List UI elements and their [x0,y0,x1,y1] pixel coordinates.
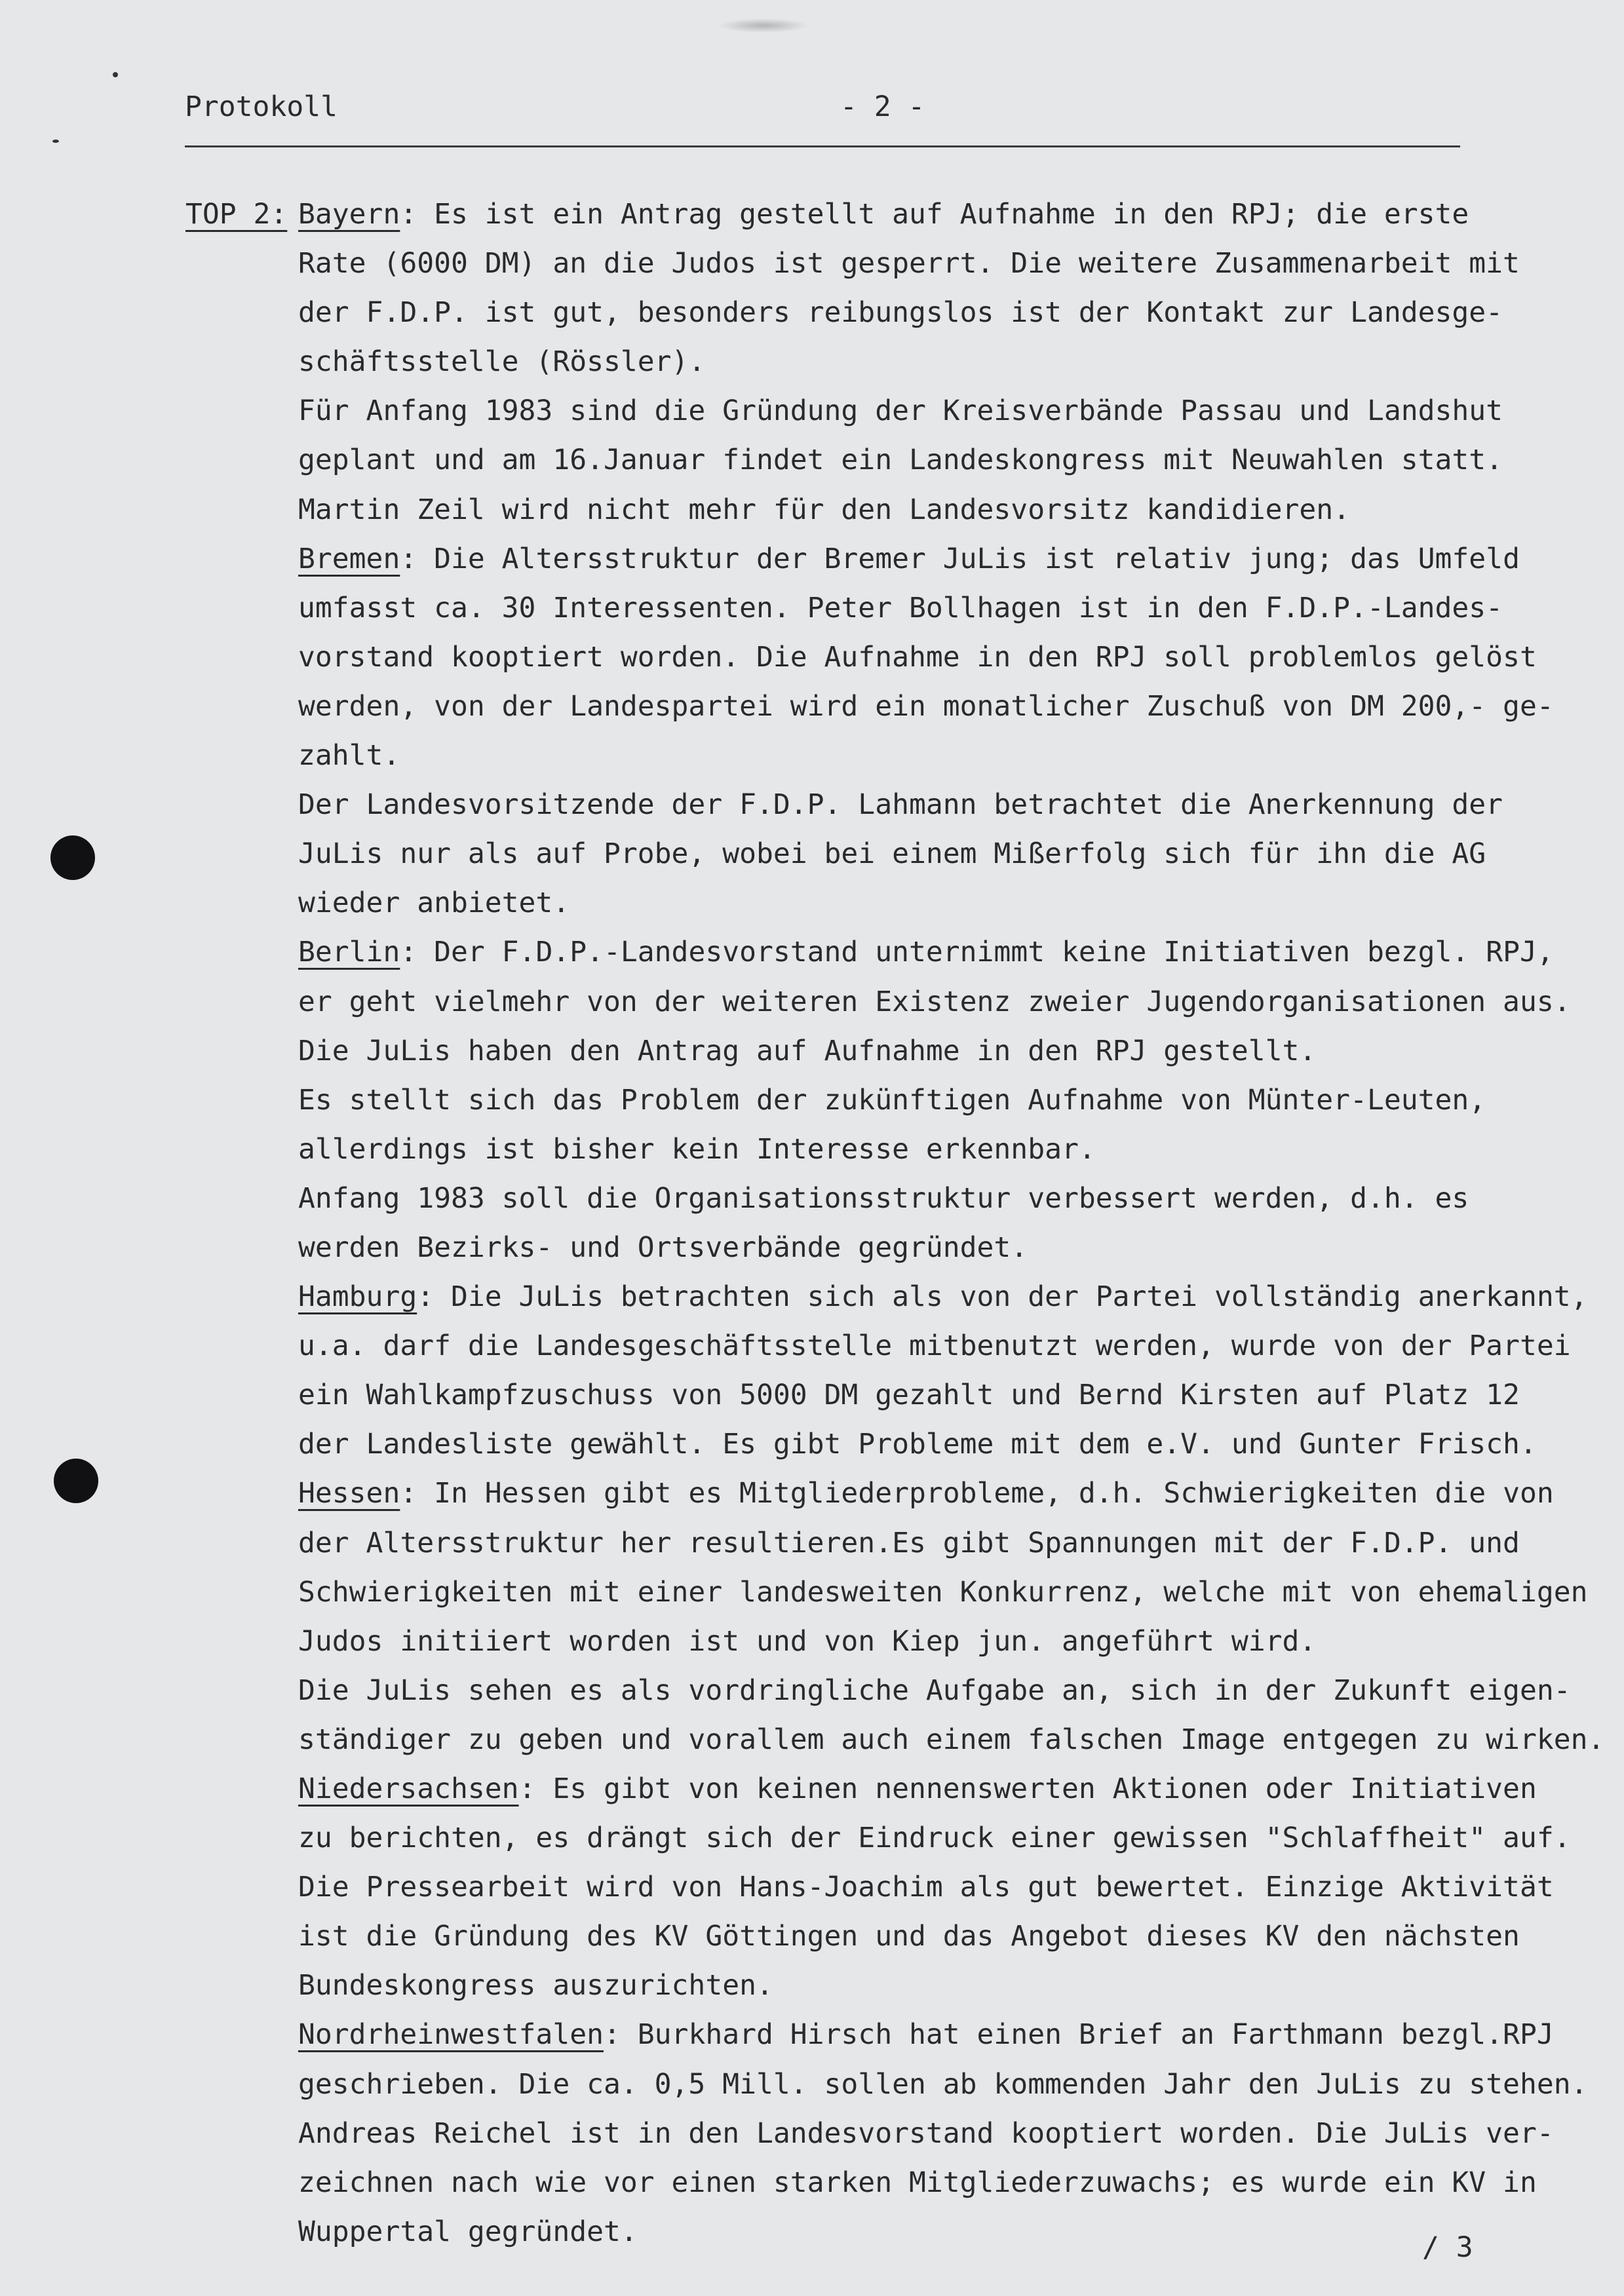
text-line: werden, von der Landespartei wird ein monatlicher Zuschuß von DM 200,- ge- [298,689,1554,723]
header-rule [185,145,1460,147]
text-line: geplant und am 16.Januar findet ein Landeskongress mit Neuwahlen statt. [298,444,1503,477]
section-bayern [185,190,1563,535]
continuation-marker: / 3 [1422,2231,1473,2264]
text-line: Rate (6000 DM) an die Judos ist gesperrt. Die weitere Zusammenarbeit mit [298,247,1520,280]
text-line: Bremen: Die Altersstruktur der Bremer JuLis ist relativ jung; das Umfeld [298,542,1520,575]
region-heading: Hamburg [298,1280,417,1314]
text-line: Berlin: Der F.D.P.-Landesvorstand unternimmt keine Initiativen bezgl. RPJ, [298,936,1554,969]
page-header [185,90,1460,136]
region-heading: Bremen [298,542,400,575]
region-heading: Bayern [298,198,400,231]
text-line: zeichnen nach wie vor einen starken Mitgliederzuwachs; es wurde ein KV in [298,2166,1537,2199]
section-nordrheinwestfalen [298,2010,1588,2256]
text-line: Nordrheinwestfalen: Burkhard Hirsch hat einen Brief an Farthmann bezgl.RPJ [298,2018,1554,2052]
text-line: Niedersachsen: Es gibt von keinen nennenswerten Aktionen oder Initiativen [298,1772,1537,1805]
text-line: zu berichten, es drängt sich der Eindruck einer gewissen "Schlaffheit" auf. [298,1822,1571,1855]
page-number: - 2 - [840,90,925,123]
text-line: ein Wahlkampfzuschuss von 5000 DM gezahlt und Bernd Kirsten auf Platz 12 [298,1379,1520,1412]
text-line: allerdings ist bisher kein Interesse erkennbar. [298,1132,1096,1166]
section-niedersachsen [298,1765,1571,2010]
punch-hole [54,1459,98,1503]
section-bremen [298,535,1563,928]
text-line: Die JuLis sehen es als vordringliche Aufgabe an, sich in der Zukunft eigen- [298,1674,1571,1707]
text-line: Für Anfang 1983 sind die Gründung der Kreisverbände Passau und Landshut [298,394,1503,428]
text-line: der Landesliste gewählt. Es gibt Probleme mit dem e.V. und Gunter Frisch. [298,1428,1537,1461]
text-line: er geht vielmehr von der weiteren Existenz zweier Jugendorganisationen aus. [298,985,1571,1018]
text-line: ständiger zu geben und vorallem auch einem falschen Image entgegen zu wirken. [298,1723,1605,1756]
section-hessen [298,1469,1605,1765]
agenda-item-label: TOP 2: [185,198,288,231]
document-title: Protokoll [185,90,338,123]
text-line: Es stellt sich das Problem der zukünftigen Aufnahme von Münter-Leuten, [298,1083,1486,1117]
text-line: werden Bezirks- und Ortsverbände gegründet. [298,1231,1028,1264]
text-line: u.a. darf die Landesgeschäftsstelle mitbenutzt werden, wurde von der Partei [298,1330,1571,1363]
text-line: Judos initiiert worden ist und von Kiep jun. angeführt wird. [298,1624,1317,1658]
text-line: Bayern: Es ist ein Antrag gestellt auf Aufnahme in den RPJ; die erste [298,198,1469,231]
text-line: Anfang 1983 soll die Organisationsstruktur verbessert werden, d.h. es [298,1181,1469,1215]
text-line: vorstand kooptiert worden. Die Aufnahme in den RPJ soll problemlos gelöst [298,640,1537,674]
text-line: Die JuLis haben den Antrag auf Aufnahme in den RPJ gestellt. [298,1034,1317,1067]
region-heading: Berlin [298,936,400,969]
text-line: Hamburg: Die JuLis betrachten sich als von der Partei vollständig anerkannt, [298,1280,1588,1314]
text-line: umfasst ca. 30 Interessenten. Peter Bollhagen ist in den F.D.P.-Landes- [298,591,1503,624]
region-heading: Niedersachsen [298,1772,519,1805]
text-line: Wuppertal gegründet. [298,2215,638,2248]
protocol-body [185,190,1605,2257]
text-line: Hessen: In Hessen gibt es Mitgliederprobleme, d.h. Schwierigkeiten die von [298,1477,1554,1510]
paper-smudge [718,18,809,33]
paper-speck [52,140,59,143]
text-line: der F.D.P. ist gut, besonders reibungslos ist der Kontakt zur Landesge- [298,296,1503,330]
text-line: Die Pressearbeit wird von Hans-Joachim als gut bewertet. Einzige Aktivität [298,1871,1554,1904]
region-heading: Nordrheinwestfalen [298,2018,604,2052]
text-line: JuLis nur als auf Probe, wobei bei einem Mißerfolg sich für ihn die AG [298,837,1486,871]
text-line: zahlt. [298,739,400,773]
text-line: Bundeskongress auszurichten. [298,1969,773,2002]
text-line: ist die Gründung des KV Göttingen und das Angebot dieses KV den nächsten [298,1920,1520,1953]
text-line: Schwierigkeiten mit einer landesweiten Konkurrenz, welche mit von ehemaligen [298,1575,1588,1609]
section-berlin [298,928,1571,1272]
text-line: schäftsstelle (Rössler). [298,345,706,379]
text-line: Andreas Reichel ist in den Landesvorstand kooptiert worden. Die JuLis ver- [298,2116,1554,2150]
punch-hole [50,835,95,880]
section-hamburg [298,1272,1588,1469]
text-line: Der Landesvorsitzende der F.D.P. Lahmann betrachtet die Anerkennung der [298,788,1503,822]
paper-speck [113,72,118,77]
text-line: wieder anbietet. [298,887,570,920]
text-line: Martin Zeil wird nicht mehr für den Landesvorsitz kandidieren. [298,493,1351,526]
text-line: geschrieben. Die ca. 0,5 Mill. sollen ab kommenden Jahr den JuLis zu stehen. [298,2067,1588,2101]
text-line: der Altersstruktur her resultieren.Es gibt Spannungen mit der F.D.P. und [298,1526,1520,1559]
region-heading: Hessen [298,1477,400,1510]
